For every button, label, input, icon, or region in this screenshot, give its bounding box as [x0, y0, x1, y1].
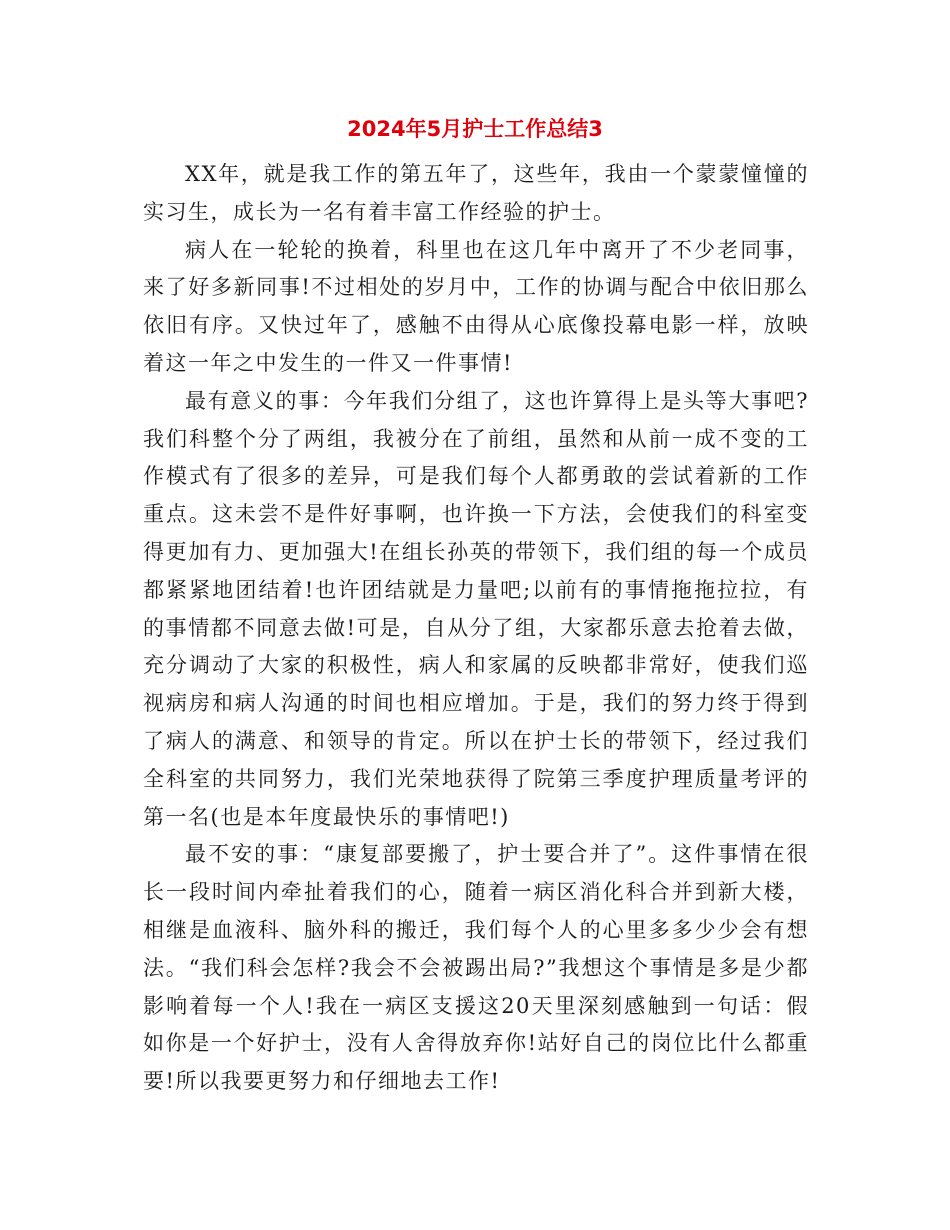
document-title: 2024年5月护士工作总结3 — [347, 117, 603, 141]
paragraph-colleagues: 病人在一轮轮的换着，科里也在这几年中离开了不少老同事，来了好多新同事!不过相处的岁月中，工作的协调与配合中依旧那么依旧有序。又快过年了，感触不由得从心底像投幕电影一样，放映着这一年之中发生的一件又一件事情! — [143, 237, 809, 375]
document-body — [143, 156, 809, 1101]
paragraph-most-meaningful: 最有意义的事：今年我们分组了，这也许算得上是头等大事吧?我们科整个分了两组，我被分在了前组，虽然和从前一成不变的工作模式有了很多的差异，可是我们每个人都勇敢的尝试着新的工作重点。这未尝不是件好事啊，也许换一下方法，会使我们的科室变得更加有力、更加强大!在组长孙英的带领下，我们组的每一个成员都紧紧地团结着!也许团结就是力量吧;以前有的事情拖拖拉拉，有的事情都不同意去做!可是，自从分了组，大家都乐意去抢着去做，充分调动了大家的积极性，病人和家属的反映都非常好，使我们巡视病房和病人沟通的时间也相应增加。于是，我们的努力终于得到了病人的满意、和领导的肯定。所以在护士长的带领下，经过我们全科室的共同努力，我们光荣地获得了院第三季度护理质量考评的第一名(也是本年度最快乐的事情吧!) — [143, 388, 809, 829]
paragraph-intro: XX年，就是我工作的第五年了，这些年，我由一个蒙蒙憧憧的实习生，成长为一名有着丰富工作经验的护士。 — [143, 162, 809, 224]
paragraph-most-uneasy: 最不安的事：“康复部要搬了，护士要合并了”。这件事情在很长一段时间内牵扯着我们的心，随着一病区消化科合并到新大楼，相继是血液科、脑外科的搬迁，我们每个人的心里多多少少会有想法。“我们科会怎样?我会不会被踢出局?”我想这个事情是多是少都影响着每一个人!我在一病区支援这20天里深刻感触到一句话：假如你是一个好护士，没有人舍得放弃你!站好自己的岗位比什么都重要!所以我要更努力和仔细地去工作! — [143, 842, 809, 1094]
